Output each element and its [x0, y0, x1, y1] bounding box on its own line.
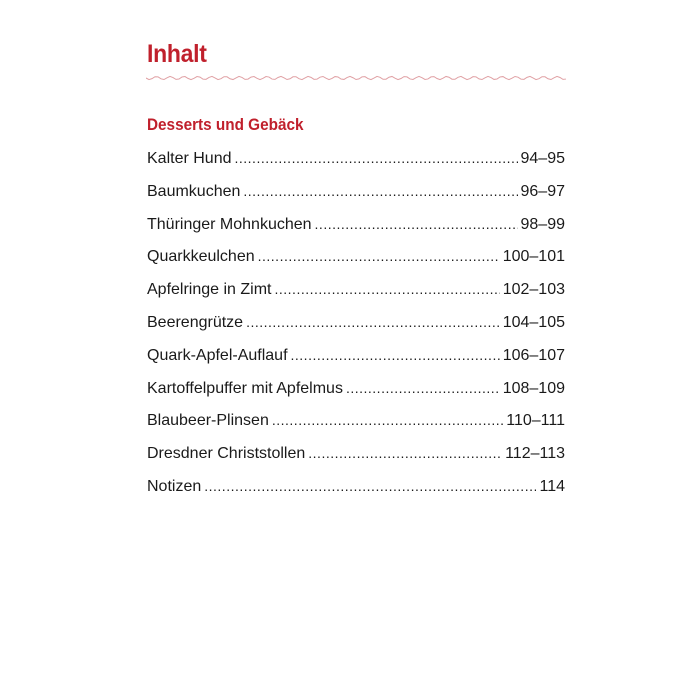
toc-entry-title: Notizen [147, 477, 202, 495]
toc-entry-dresdner-christstollen[interactable] [147, 440, 565, 473]
toc-entry-title: Beerengrütze [147, 313, 244, 331]
toc-entry-notizen[interactable] [147, 473, 565, 506]
toc-entry-title: Apfelringe in Zimt [147, 281, 272, 299]
toc-entry-kartoffelpuffer-mit-apfelmus[interactable] [147, 375, 565, 408]
leader-dots [246, 309, 500, 335]
toc-entry-pages: 104–105 [502, 313, 565, 331]
toc-entry-baumkuchen[interactable] [147, 178, 565, 211]
toc-entry-title: Quarkkeulchen [147, 248, 255, 266]
toc-entry-title: Thüringer Mohnkuchen [147, 215, 312, 233]
toc-entry-title: Quark-Apfel-Auflauf [147, 346, 288, 364]
toc-entry-title: Blaubeer-Plinsen [147, 412, 269, 430]
toc-entry-pages: 106–107 [502, 346, 565, 364]
toc-entry-title: Dresdner Christstollen [147, 445, 306, 463]
toc-entry-pages: 114 [539, 477, 565, 495]
leader-dots [315, 211, 518, 237]
leader-dots [308, 440, 502, 466]
toc-entry-thueringer-mohnkuchen[interactable] [147, 211, 565, 244]
leader-dots [258, 243, 500, 269]
toc-entry-quarkkeulchen[interactable] [147, 243, 565, 276]
toc-entry-apfelringe-in-zimt[interactable] [147, 276, 565, 309]
toc-entry-beerengruetze[interactable] [147, 309, 565, 342]
leader-dots [235, 145, 518, 171]
leader-dots [291, 342, 500, 368]
toc-entry-quark-apfel-auflauf[interactable] [147, 342, 565, 375]
toc-entry-pages: 110–111 [506, 412, 565, 430]
toc-list [147, 145, 565, 506]
leader-dots [346, 375, 500, 401]
leader-dots [275, 276, 500, 302]
toc-entry-blaubeer-plinsen[interactable] [147, 407, 565, 440]
toc-entry-title: Kartoffelpuffer mit Apfelmus [147, 379, 343, 397]
toc-entry-pages: 98–99 [520, 215, 565, 233]
leader-dots [204, 473, 536, 499]
toc-entry-title: Baumkuchen [147, 182, 241, 200]
toc-entry-pages: 108–109 [502, 379, 565, 397]
page-title: Inhalt [147, 40, 207, 68]
toc-entry-pages: 96–97 [520, 182, 565, 200]
toc-entry-pages: 112–113 [505, 445, 565, 463]
wavy-divider [146, 74, 567, 82]
toc-entry-title: Kalter Hund [147, 150, 232, 167]
toc-entry-kalter-hund[interactable] [147, 145, 565, 178]
toc-entry-pages: 102–103 [502, 281, 565, 299]
section-heading: Desserts und Gebäck [147, 115, 304, 134]
toc-entry-pages: 94–95 [520, 150, 565, 167]
toc-entry-pages: 100–101 [502, 248, 565, 266]
leader-dots [272, 407, 503, 433]
leader-dots [243, 178, 517, 204]
